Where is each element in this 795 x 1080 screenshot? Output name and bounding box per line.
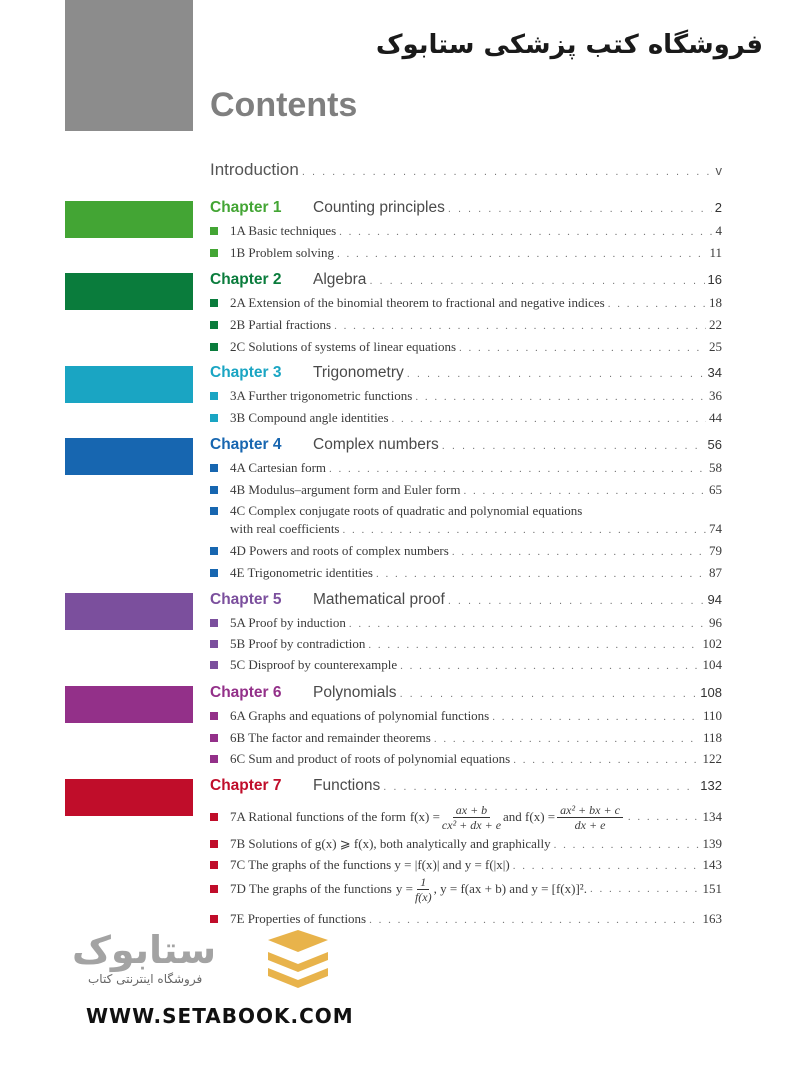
toc-chapter-3[interactable]: [210, 364, 722, 382]
section-label: 1A Basic techniques: [230, 223, 337, 238]
section-label: 6C Sum and product of roots of polynomial equations: [230, 751, 511, 766]
toc-section[interactable]: [210, 615, 722, 631]
leader-dots: [459, 342, 706, 354]
section-page: 134: [702, 809, 722, 824]
leader-dots: [448, 595, 705, 607]
toc-section[interactable]: [210, 636, 722, 652]
section-page: 22: [709, 317, 722, 332]
section-page: 36: [709, 388, 722, 403]
chapter-6-color-bar: [65, 686, 193, 723]
section-bullet: [210, 569, 218, 577]
chapter-title: Algebra: [313, 271, 367, 288]
section-label: 4B Modulus–argument form and Euler form: [230, 482, 461, 497]
toc-introduction[interactable]: [210, 160, 722, 180]
section-label: 7D The graphs of the functions: [230, 881, 392, 896]
section-label: 2C Solutions of systems of linear equations: [230, 339, 457, 354]
section-page: 4: [715, 223, 722, 238]
leader-dots: [415, 391, 706, 403]
leader-dots: [349, 618, 706, 630]
toc-chapter-1[interactable]: [210, 199, 722, 217]
section-bullet: [210, 915, 218, 923]
leader-dots: [368, 639, 699, 651]
chapter-2-color-bar: [65, 273, 193, 310]
leader-dots: [448, 203, 712, 215]
section-page: 143: [702, 857, 722, 872]
section-label: 7A Rational functions of the form: [230, 809, 406, 824]
leader-dots: [369, 275, 704, 287]
leader-dots: [339, 226, 712, 238]
chapter-page: 94: [707, 592, 722, 607]
chapter-page: 16: [707, 272, 722, 287]
introduction-label: Introduction: [210, 160, 299, 179]
toc-section[interactable]: [210, 245, 722, 261]
section-page: 11: [709, 245, 722, 260]
toc-section[interactable]: [210, 543, 722, 559]
chapter-page: 108: [700, 685, 722, 700]
chapter-title: Counting principles: [313, 199, 445, 216]
toc-section[interactable]: [210, 482, 722, 498]
section-bullet: [210, 640, 218, 648]
section-label: 3B Compound angle identities: [230, 410, 389, 425]
section-label: 7B Solutions of g(x) ⩾ f(x), both analytically and graphically: [230, 836, 551, 851]
leader-dots: [442, 440, 705, 452]
toc-section[interactable]: [210, 800, 722, 834]
toc-chapter-2[interactable]: [210, 271, 722, 289]
section-bullet: [210, 734, 218, 742]
section-bullet: [210, 507, 218, 515]
leader-dots: [334, 320, 706, 332]
numerator: ax + b: [453, 803, 490, 818]
leader-dots: [452, 546, 706, 558]
section-page: 139: [702, 836, 722, 851]
leader-dots: [376, 568, 706, 580]
fraction: [442, 803, 501, 832]
toc-section[interactable]: [210, 388, 722, 404]
section-bullet: [210, 619, 218, 627]
toc-section[interactable]: [210, 503, 722, 519]
toc-chapter-7[interactable]: [210, 777, 722, 795]
chapter-5-color-bar: [65, 593, 193, 630]
leader-dots: [343, 524, 707, 536]
toc-chapter-6[interactable]: [210, 684, 722, 702]
leader-dots: [329, 463, 706, 475]
section-page: 25: [709, 339, 722, 354]
chapter-label: Chapter 3: [210, 364, 282, 381]
section-page: 44: [709, 410, 722, 425]
section-label-continued: with real coefficients: [230, 521, 340, 536]
section-label: 6A Graphs and equations of polynomial functions: [230, 708, 490, 723]
section-bullet: [210, 885, 218, 893]
section-label: 2B Partial fractions: [230, 317, 332, 332]
section-bullet: [210, 755, 218, 763]
section-page: 74: [709, 521, 722, 536]
denominator: f(x): [414, 889, 432, 904]
section-bullet: [210, 861, 218, 869]
chapter-title: Mathematical proof: [313, 591, 445, 608]
numerator: ax² + bx + c: [557, 803, 623, 818]
leader-dots: [392, 413, 706, 425]
toc-section[interactable]: [210, 730, 722, 746]
leader-dots: [590, 883, 700, 895]
section-bullet: [210, 486, 218, 494]
math-rest: , y = f(ax + b) and y = [f(x)]².: [433, 881, 587, 896]
leader-dots: [608, 298, 706, 310]
section-label: 7C The graphs of the functions y = |f(x)| and y = f(|x|): [230, 857, 510, 872]
chapter-7-color-bar: [65, 779, 193, 816]
section-label: 4D Powers and roots of complex numbers: [230, 543, 449, 558]
toc-section[interactable]: [210, 410, 722, 426]
toc-chapter-4[interactable]: [210, 436, 722, 454]
fraction: [557, 803, 623, 832]
chapter-title: Trigonometry: [313, 364, 404, 381]
section-bullet: [210, 227, 218, 235]
math-and: and f(x) =: [503, 809, 556, 824]
leader-dots: [407, 368, 705, 380]
chapter-page: 34: [707, 365, 722, 380]
math-y-eq: y =: [395, 881, 413, 896]
section-label: 1B Problem solving: [230, 245, 335, 260]
toc-chapter-5[interactable]: [210, 591, 722, 609]
section-label: 7E Properties of functions: [230, 911, 367, 926]
toc-section[interactable]: [210, 836, 722, 852]
leader-dots: [513, 754, 699, 766]
section-bullet: [210, 249, 218, 257]
leader-dots: [554, 839, 700, 851]
section-page: 151: [702, 881, 722, 896]
grey-header-block: [65, 0, 193, 131]
toc-section[interactable]: [210, 339, 722, 355]
section-page: 96: [709, 615, 722, 630]
leader-dots: [383, 781, 697, 793]
section-label: 2A Extension of the binomial theorem to fractional and negative indices: [230, 295, 605, 310]
chapter-page: 2: [714, 200, 722, 215]
chapter-title: Functions: [313, 777, 381, 794]
denominator: dx + e: [574, 817, 606, 832]
setabook-logo-text: ستابوک: [72, 928, 217, 972]
section-page: 58: [709, 460, 722, 475]
chapter-label: Chapter 6: [210, 684, 282, 701]
section-page: 65: [709, 482, 722, 497]
chapter-title: Polynomials: [313, 684, 397, 701]
section-page: 163: [702, 911, 722, 926]
toc-section[interactable]: [210, 565, 722, 581]
section-bullet: [210, 343, 218, 351]
section-bullet: [210, 414, 218, 422]
chapter-label: Chapter 2: [210, 271, 282, 288]
setabook-logo-icon: [262, 930, 334, 990]
chapter-label: Chapter 5: [210, 591, 282, 608]
leader-dots: [492, 711, 700, 723]
toc-section[interactable]: [210, 317, 722, 333]
toc-section[interactable]: [210, 657, 722, 673]
setabook-logo-subtitle: فروشگاه اینترنتی کتاب: [88, 972, 203, 986]
toc-section[interactable]: [210, 223, 722, 239]
store-title: فروشگاه کتب پزشکی ستابوک: [375, 30, 763, 60]
chapter-4-color-bar: [65, 438, 193, 475]
introduction-page: v: [715, 163, 722, 178]
section-page: 118: [702, 730, 722, 745]
section-page: 102: [702, 636, 722, 651]
toc-section[interactable]: [210, 873, 722, 905]
section-page: 104: [702, 657, 722, 672]
chapter-label: Chapter 4: [210, 436, 282, 453]
section-label: 4C Complex conjugate roots of quadratic and polynomial equations: [230, 503, 583, 518]
toc-section[interactable]: [210, 751, 722, 767]
section-bullet: [210, 464, 218, 472]
leader-dots: [369, 914, 699, 926]
chapter-label: Chapter 1: [210, 199, 282, 216]
section-page: 122: [702, 751, 722, 766]
section-label: 4E Trigonometric identities: [230, 565, 373, 580]
chapter-3-color-bar: [65, 366, 193, 403]
section-page: 110: [702, 708, 722, 723]
section-page: 79: [709, 543, 722, 558]
section-bullet: [210, 321, 218, 329]
leader-dots: [628, 811, 700, 823]
section-page: 18: [709, 295, 722, 310]
page-title: Contents: [210, 86, 358, 124]
section-label: 4A Cartesian form: [230, 460, 327, 475]
leader-dots: [400, 660, 699, 672]
toc-section[interactable]: [210, 911, 722, 927]
section-bullet: [210, 813, 218, 821]
section-bullet: [210, 392, 218, 400]
leader-dots: [434, 733, 700, 745]
section-label: 5C Disproof by counterexample: [230, 657, 398, 672]
chapter-1-color-bar: [65, 201, 193, 238]
chapter-page: 132: [700, 778, 722, 793]
leader-dots: [400, 688, 698, 700]
section-bullet: [210, 547, 218, 555]
leader-dots: [302, 166, 713, 178]
section-label: 5A Proof by induction: [230, 615, 346, 630]
chapter-label: Chapter 7: [210, 777, 282, 794]
section-bullet: [210, 712, 218, 720]
chapter-title: Complex numbers: [313, 436, 439, 453]
toc-section[interactable]: [210, 857, 722, 873]
section-label: 3A Further trigonometric functions: [230, 388, 413, 403]
leader-dots: [513, 860, 700, 872]
leader-dots: [337, 248, 706, 260]
denominator: cx² + dx + e: [441, 817, 502, 832]
website-url: WWW.SETABOOK.COM: [86, 1004, 354, 1028]
section-bullet: [210, 661, 218, 669]
section-page: 87: [709, 565, 722, 580]
toc-section[interactable]: [210, 460, 722, 476]
toc-section-continued[interactable]: [230, 521, 722, 537]
section-bullet: [210, 840, 218, 848]
toc-section[interactable]: [210, 708, 722, 724]
toc-section[interactable]: [210, 295, 722, 311]
numerator: 1: [417, 875, 429, 890]
leader-dots: [463, 485, 706, 497]
section-bullet: [210, 299, 218, 307]
section-label: 5B Proof by contradiction: [230, 636, 366, 651]
section-label: 6B The factor and remainder theorems: [230, 730, 431, 745]
fraction: [415, 875, 432, 904]
chapter-page: 56: [707, 437, 722, 452]
math-f-eq: f(x) =: [409, 809, 440, 824]
